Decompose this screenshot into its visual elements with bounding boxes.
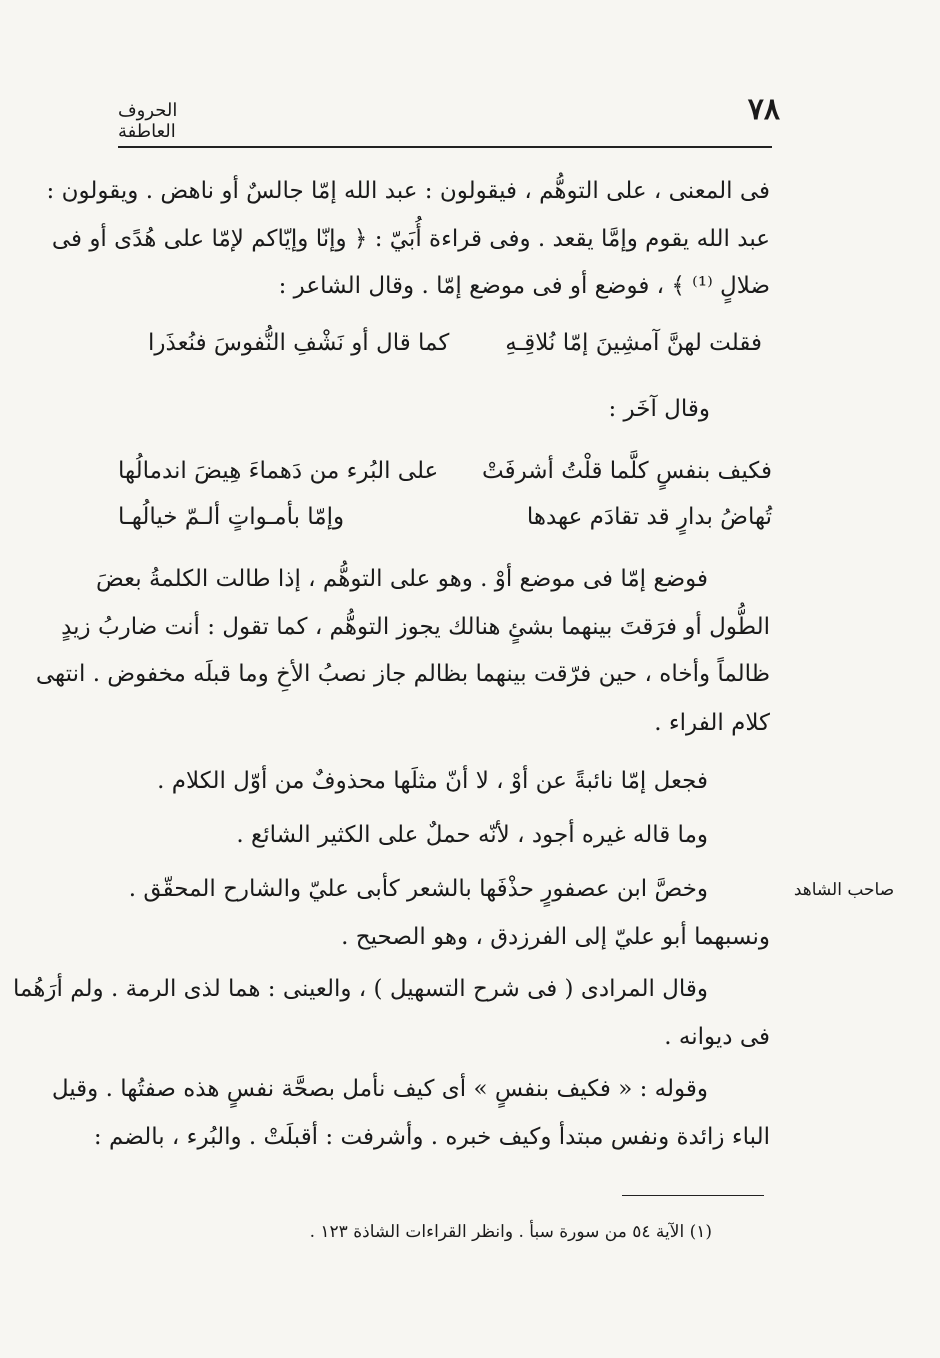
body-line: فجعل إمّا نائبةً عن أوْ ، لا أنّ مثلَها محذوفٌ من أوّل الكلام . (157, 768, 708, 794)
header-divider (118, 146, 772, 148)
verse-second-hemistich: على البُرء من دَهماءَ هِيضَ اندمالُها (118, 458, 439, 484)
body-line: فى ديوانه . (664, 1024, 770, 1050)
verse-second-hemistich: وإمّا بأمـواتٍ ألـمّ خيالُهـا (118, 504, 345, 530)
verse-first-hemistich: تُهاضُ بدارٍ قد تقادَم عهدها (526, 504, 772, 530)
body-line: كلام الفراء . (654, 710, 770, 736)
verse-row (118, 330, 772, 362)
body-line: فوضع إمّا فى موضع أوْ . وهو على التوهُّم ، إذا طالت الكلمةُ بعضَ (95, 566, 708, 592)
verse-row (118, 458, 772, 490)
verse-row (118, 504, 772, 536)
body-line: ظالماً وأخاه ، حين فرّقت بينهما بظالم جاز نصبُ الأخِ وما قبلَه مخفوض . انتهى (35, 661, 770, 687)
margin-note: صاحب الشاهد (793, 880, 895, 900)
body-line: فى المعنى ، على التوهُّم ، فيقولون : عبد الله إمّا جالسٌ أو ناهض . ويقولون : (46, 178, 770, 204)
footnote-divider (622, 1195, 764, 1196)
body-line: وما قاله غيره أجود ، لأنّه حملٌ على الكثير الشائع . (236, 822, 708, 848)
body-line: الطُّول أو فرَقتَ بينهما بشئٍ هنالك يجوز التوهُّم ، كما تقول : أنت ضاربُ زيدٍ (61, 614, 770, 640)
body-line: وخصَّ ابن عصفورٍ حذْفَها بالشعر كأبى عليّ والشارح المحقّق . (128, 876, 708, 902)
verse-first-hemistich: فقلت لهنَّ آمشِينَ إمّا نُلاقِـهِ (505, 330, 762, 356)
body-line: عبد الله يقوم وإمَّا يقعد . وفى قراءة أُبَيّ : ﴿ وإنّا وإيّاكم لإمّا على هُدًى أو فى (51, 226, 770, 252)
verse-second-hemistich: كما قال أو نَشْفِ النُّفوسَ فنُعذَرا (148, 330, 450, 356)
verse-first-hemistich: فكيف بنفسٍ كلَّما قلْتُ أشرفَتْ (482, 458, 772, 484)
body-line: وقال آخَر : (608, 396, 710, 422)
body-line: ونسبهما أبو عليّ إلى الفرزدق ، وهو الصحيح . (341, 924, 770, 950)
footnote: (١) الآية ٥٤ من سورة سبأ . وانظر القراءات الشاذة ١٢٣ . (309, 1222, 712, 1242)
page-number: ٧٨ (747, 92, 780, 127)
body-line: وقوله : « فكيف بنفسٍ » أى كيف نأمل بصحَّة نفسٍ هذه صفتُها . وقيل (51, 1076, 708, 1102)
body-line: ضلالٍ ⁽¹⁾ ﴾ ، فوضع أو فى موضع إمّا . وقال الشاعر : (278, 273, 770, 299)
body-line: وقال المرادى ( فى شرح التسهيل ) ، والعينى : هما لذى الرمة . ولم أرَهُما (13, 976, 708, 1002)
body-line: الباء زائدة ونفس مبتدأ وكيف خبره . وأشرفت : أقبلَتْ . والبُرء ، بالضم : (93, 1124, 770, 1150)
running-header-title: الحروف العاطفة (118, 100, 178, 142)
